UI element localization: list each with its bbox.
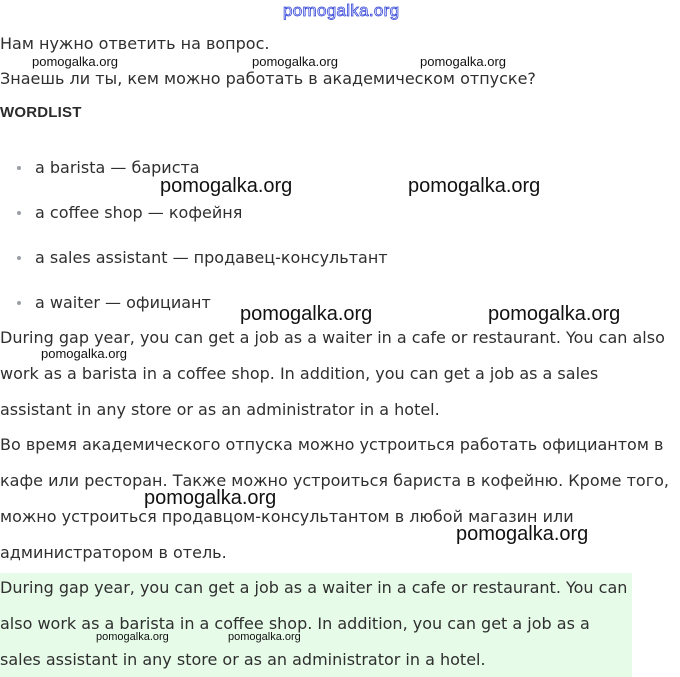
watermark: pomogalka.org bbox=[456, 523, 589, 545]
watermark: pomogalka.org bbox=[488, 303, 621, 325]
bullet-icon bbox=[17, 166, 21, 170]
watermark: pomogalka.org bbox=[252, 54, 338, 69]
russian-line-4: администратором в отель. bbox=[0, 543, 227, 562]
wordlist-heading: WORDLIST bbox=[0, 104, 82, 121]
watermark: pomogalka.org bbox=[96, 631, 169, 643]
english-line-3: assistant in any store or as an administrator in a hotel. bbox=[0, 400, 440, 419]
list-item-text: a barista — бариста bbox=[35, 158, 200, 177]
english-line-1: During gap year, you can get a job as a waiter in a cafe or restaurant. You can also bbox=[0, 328, 665, 347]
list-item-text: a sales assistant — продавец-консультант bbox=[35, 248, 388, 267]
list-item bbox=[17, 248, 388, 268]
list-item-text: a waiter — официант bbox=[35, 293, 211, 312]
list-item-text: a coffee shop — кофейня bbox=[35, 203, 243, 222]
bullet-icon bbox=[17, 256, 21, 260]
bullet-icon bbox=[17, 211, 21, 215]
watermark: pomogalka.org bbox=[240, 303, 373, 325]
bullet-icon bbox=[17, 301, 21, 305]
watermark: pomogalka.org bbox=[420, 54, 506, 69]
russian-line-3: можно устроиться продавцом-консультантом в любой магазин или bbox=[0, 507, 574, 526]
watermark: pomogalka.org bbox=[32, 54, 118, 69]
answer-line-3: sales assistant in any store or as an administrator in a hotel. bbox=[0, 650, 486, 669]
intro-line-1: Нам нужно ответить на вопрос. bbox=[0, 34, 270, 53]
watermark: pomogalka.org bbox=[144, 487, 277, 509]
top-watermark: pomogalka.org bbox=[283, 1, 400, 20]
answer-line-1: During gap year, you can get a job as a waiter in a cafe or restaurant. You can bbox=[0, 578, 628, 597]
list-item bbox=[17, 293, 211, 313]
intro-line-2: Знаешь ли ты, кем можно работать в академическом отпуске? bbox=[0, 69, 536, 88]
answer-line-2: also work as a barista in a coffee shop. In addition, you can get a job as a bbox=[0, 614, 590, 633]
watermark: pomogalka.org bbox=[408, 175, 541, 197]
watermark: pomogalka.org bbox=[160, 175, 293, 197]
russian-line-1: Во время академического отпуска можно устроиться работать официантом в bbox=[0, 435, 664, 454]
watermark: pomogalka.org bbox=[41, 346, 127, 361]
watermark: pomogalka.org bbox=[228, 631, 301, 643]
english-line-2: work as a barista in a coffee shop. In addition, you can get a job as a sales bbox=[0, 364, 599, 383]
list-item bbox=[17, 203, 242, 223]
russian-line-2: кафе или ресторан. Также можно устроиться бариста в кофейню. Кроме того, bbox=[0, 471, 669, 490]
